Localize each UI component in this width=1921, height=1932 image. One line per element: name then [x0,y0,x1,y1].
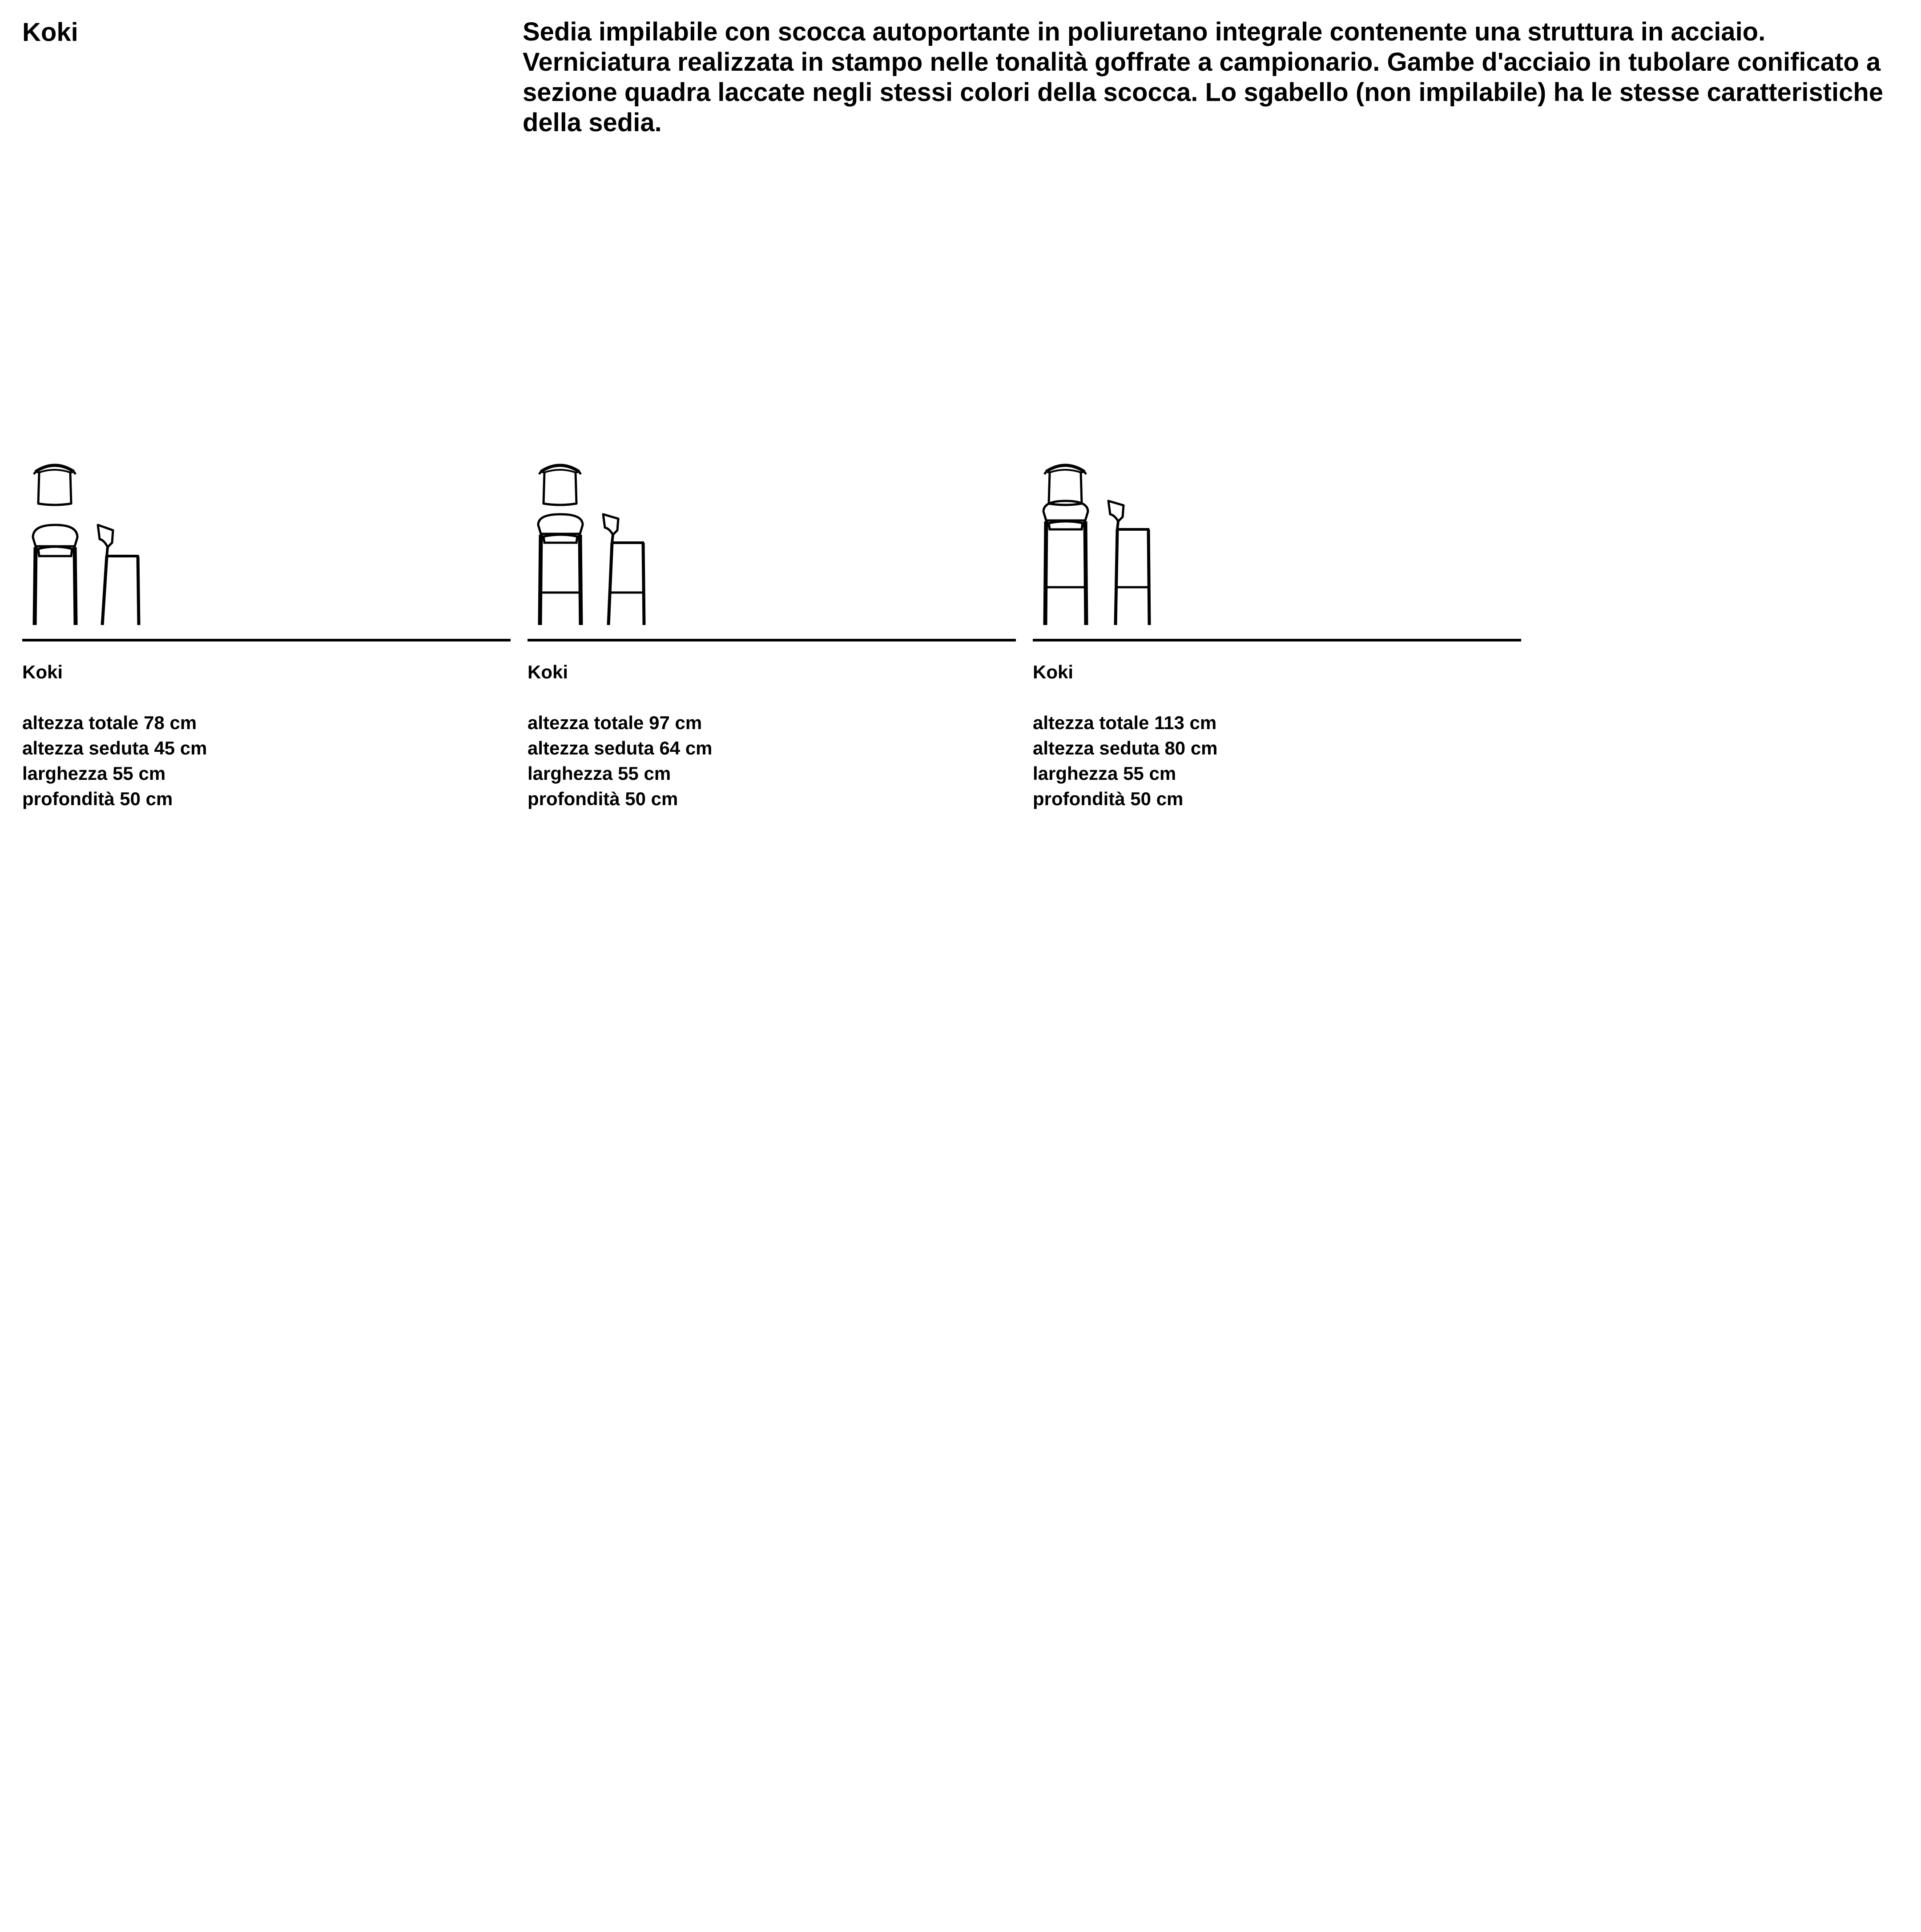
spec-depth: profondità 50 cm [1033,788,1184,809]
stool-front-view-icon [534,512,587,627]
spec-total-height: altezza totale 78 cm [22,712,197,733]
variant-counter-stool [528,458,1016,814]
section-divider [1033,639,1521,641]
stool-front-view-icon [1039,512,1092,627]
chair-top-view-icon [30,458,79,516]
spec-width: larghezza 55 cm [1033,763,1176,784]
spec-depth: profondità 50 cm [528,788,678,809]
section-divider [528,639,1016,641]
variant-chair [22,458,511,814]
spec-seat-height: altezza seduta 80 cm [1033,738,1218,758]
variant-specs [528,659,713,811]
variant-specs [22,659,207,811]
spec-width: larghezza 55 cm [22,763,166,784]
variant-name: Koki [22,661,63,682]
stool-side-view-icon [1106,512,1159,627]
variant-icons [1033,458,1184,618]
spec-total-height: altezza totale 97 cm [528,712,702,733]
stool-top-view-icon [1041,458,1090,516]
variant-bar-stool [1033,458,1521,814]
spec-depth: profondità 50 cm [22,788,173,809]
stool-side-view-icon [600,512,654,627]
spec-seat-height: altezza seduta 64 cm [528,738,713,758]
chair-side-view-icon [95,512,149,627]
variant-specs [1033,659,1218,811]
section-divider [22,639,511,641]
variant-icons [528,458,679,618]
chair-front-view-icon [28,512,82,627]
stool-top-view-icon [536,458,584,516]
variant-name: Koki [1033,661,1074,682]
spec-seat-height: altezza seduta 45 cm [22,738,207,758]
variant-icons [22,458,173,618]
variant-name: Koki [528,661,568,682]
spec-width: larghezza 55 cm [528,763,671,784]
product-name: Koki [22,18,78,47]
product-description: Sedia impilabile con scocca autoportante in poliuretano integrale contenente una struttura in acciaio. Verniciatura realizzata in stampo nelle tonalità goffrate a campionario. Gambe d'acciaio in tubolare conificato a sezione quadra laccate negli stessi colori della scocca. Lo sgabello (non impilabile) ha le stesse caratteristiche della sedia. [523,17,1884,137]
spec-total-height: altezza totale 113 cm [1033,712,1217,733]
